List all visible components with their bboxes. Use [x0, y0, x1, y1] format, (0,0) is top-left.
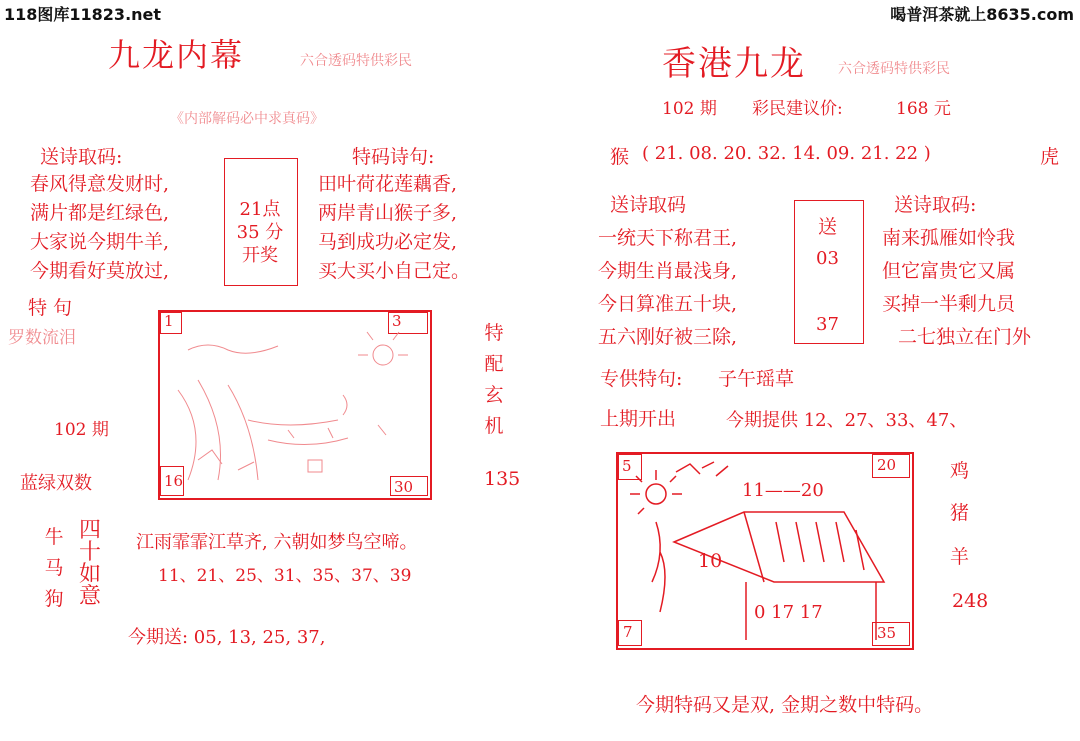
- poem-line: 但它富贵它又属: [882, 260, 1016, 282]
- corner-number-tr: 3: [392, 312, 402, 330]
- right-numbers: ( 21. 08. 20. 32. 14. 09. 21. 22 ): [642, 143, 931, 164]
- right-animal-1: 鸡: [950, 460, 970, 482]
- left-poem-heading: 送诗取码:: [40, 146, 123, 168]
- special-line: 马到成功必定发,: [318, 231, 458, 253]
- right-poem-left: [598, 222, 737, 354]
- left-send-line: 今期送: 05, 13, 25, 37,: [128, 627, 326, 648]
- corner-number-br: 30: [394, 478, 414, 496]
- right-footer: 今期特码又是双, 金期之数中特码。: [636, 694, 934, 716]
- left-poem: [30, 170, 169, 286]
- site-watermark-right: 喝普洱茶就上8635.com: [890, 5, 1074, 24]
- left-sishi: 四十如意: [78, 518, 101, 609]
- poem-line: 春风得意发财时,: [30, 173, 170, 195]
- left-bottom-numbers: 11、21、25、31、35、37、39: [158, 566, 412, 586]
- left-special-poem: [318, 170, 470, 286]
- special-line: 买大买小自己定。: [318, 260, 471, 282]
- corner-number-tl: 1: [164, 312, 174, 330]
- site-watermark-left: 118图库11823.net: [4, 5, 162, 24]
- right-issue: 102 期: [662, 99, 717, 119]
- poem-line: 今期看好莫放过,: [30, 260, 170, 282]
- house-number: 10: [698, 550, 723, 572]
- left-right-vertical: 特配玄机: [484, 322, 504, 437]
- right-poem-heading-right: 送诗取码:: [894, 194, 977, 216]
- poem-line: 今日算准五十块,: [598, 293, 738, 315]
- right-monkey: 猴: [610, 146, 630, 168]
- corner-number-tr: 20: [877, 456, 897, 474]
- left-sketch-drawing: [158, 310, 428, 496]
- corner-number-bl: 16: [164, 472, 184, 490]
- right-tiger: 虎: [1040, 146, 1060, 168]
- send-box-num-1: 03: [816, 248, 839, 269]
- time-label: 开奖: [242, 245, 278, 266]
- right-provide: 今期提供 12、27、33、47、: [726, 410, 968, 431]
- special-line: 两岸青山猴子多,: [318, 202, 458, 224]
- poem-line: 满片都是红绿色,: [30, 202, 170, 224]
- poem-line: 二七独立在门外: [898, 326, 1032, 348]
- right-price: 168 元: [896, 99, 951, 119]
- left-issue: 102 期: [54, 420, 109, 440]
- right-title: 香港九龙: [662, 44, 806, 84]
- right-special-label: 专供特句:: [600, 368, 683, 390]
- left-num-135: 135: [484, 468, 521, 490]
- poem-line: 大家说今期牛羊,: [30, 231, 170, 253]
- door-numbers: 0 17 17: [754, 602, 823, 623]
- poem-line: 一统天下称君王,: [598, 227, 738, 249]
- time-hour: 21点: [239, 199, 281, 220]
- right-last-label: 上期开出: [600, 408, 677, 430]
- left-special-heading: 特码诗句:: [352, 146, 435, 168]
- left-luoshu: 罗数流泪: [8, 328, 76, 348]
- right-animal-3: 羊: [950, 546, 970, 568]
- left-tejv-label: 特 句: [28, 297, 73, 319]
- right-animal-2: 猪: [950, 502, 970, 524]
- right-special-text: 子午瑶草: [718, 368, 795, 390]
- left-animal-column: 牛马狗: [44, 526, 64, 610]
- corner-number-br: 35: [877, 624, 897, 642]
- poem-line: 今期生肖最浅身,: [598, 260, 738, 282]
- left-title: 九龙内幕: [108, 36, 245, 74]
- send-box-num-2: 37: [816, 314, 839, 335]
- draw-time: [231, 198, 289, 267]
- range-label: 11——20: [742, 480, 824, 501]
- right-poem-heading-left: 送诗取码: [610, 194, 687, 216]
- left-lvse: 蓝绿双数: [20, 473, 92, 494]
- left-title-subtitle: 六合透码特供彩民: [300, 53, 412, 69]
- special-line: 田叶荷花莲藕香,: [318, 173, 458, 195]
- corner-number-bl: 7: [623, 623, 633, 641]
- left-quote: 《内部解码必中求真码》: [170, 111, 324, 127]
- time-minute: 35 分: [236, 222, 284, 243]
- right-price-label: 彩民建议价:: [752, 99, 843, 119]
- left-bottom-poem: 江雨霏霏江草齐, 六朝如梦鸟空啼。: [136, 532, 418, 553]
- right-title-subtitle: 六合透码特供彩民: [838, 61, 950, 77]
- right-poem-right: [882, 222, 1031, 354]
- poem-line: 五六刚好被三除,: [598, 326, 738, 348]
- right-num-248: 248: [952, 590, 989, 612]
- poem-line: 买掉一半剩九员: [882, 293, 1016, 315]
- send-box-label: 送: [818, 216, 838, 238]
- corner-number-tl: 5: [622, 457, 632, 475]
- poem-line: 南来孤雁如怜我: [882, 227, 1016, 249]
